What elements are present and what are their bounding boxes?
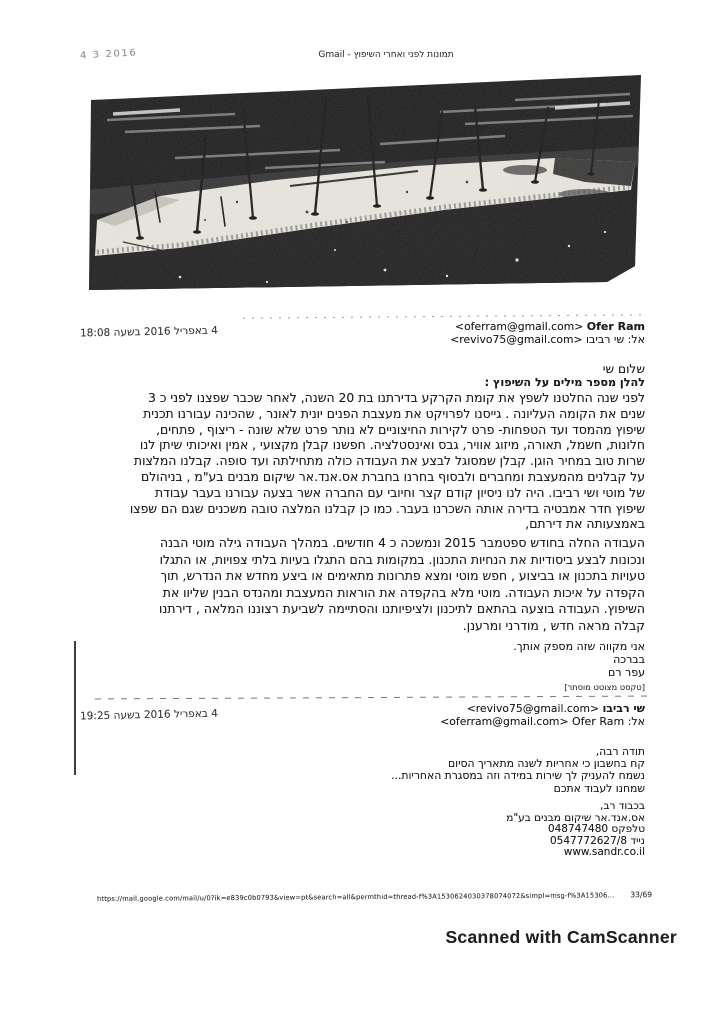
separator-dashed bbox=[95, 696, 652, 700]
body-line: שנים את הקומה העליונה . גייסנו לפרויקט את מעצבת הפנים יונית לאונר , שהכינה עבורנו תכנית bbox=[143, 405, 645, 421]
photo-grain-overlay bbox=[85, 70, 645, 295]
email2-to-line bbox=[440, 715, 645, 729]
email1-from-line bbox=[455, 320, 645, 334]
email1-paragraph1 bbox=[130, 390, 645, 532]
closing-line: בברכה bbox=[613, 653, 645, 667]
email2-from-name: שי רביבו bbox=[602, 702, 645, 715]
body-line: חלונות, חשמל, תאורה, מיזוג אוויר, גבס ואינסטלציה. חפשנו קבלן מקצועי , אמין ואיכותי שיתן לנו bbox=[139, 437, 645, 453]
signature-line: בכבוד רב, bbox=[600, 800, 645, 812]
body-line: קח בחשבון כי אחריות לשנה מתאריך הסיום bbox=[447, 757, 645, 771]
body-line: על קבלנים מהמעצבת ומחברים ולבסוף בחרנו בחברת אס.אנד.אר שיקום מבנים בע"מ , בניהולם bbox=[140, 468, 645, 484]
email2-to-label: אל: bbox=[627, 715, 645, 728]
footer-url: https://mail.google.com/mail/u/0?ik=e839c0b0793&view=pt&search=all&permthid=thread-f%3A1530624030378074072&simpl=msg-f%3A15306... bbox=[96, 891, 615, 903]
signature-telefax: טלפקס 048747480 bbox=[547, 823, 645, 835]
construction-photo bbox=[85, 70, 645, 295]
signature-mobile: נייד 0547772627/8 bbox=[549, 834, 645, 847]
body-line: הקפדה על איכות העבודה. מוטי מלא בהקפדה את הוראות המעצבת ומהנדס הבנין שליוו את bbox=[162, 584, 645, 600]
email1-to-line bbox=[450, 333, 645, 347]
email1-from-name: Ofer Ram bbox=[586, 320, 645, 333]
closing-line: אני מקווה שזה מספק אותך. bbox=[513, 640, 645, 653]
email2-signature bbox=[506, 801, 645, 859]
document-title: תמונות לפני ואחרי השיפוץ - Gmail bbox=[318, 50, 454, 60]
body-line: שרות טוב במחיר הוגן. קבלן שמסוגל לבצע את העבודה כולה מתחילתה ועד סופה. קבלנו המלצות bbox=[133, 453, 645, 469]
email2-from-line bbox=[467, 702, 645, 716]
body-line: השיפוץ. העבודה בוצעה בהתאם לתיכנון ולציפיותנו והסתיימה לשביעת רצוננו המלאה , דירתנו bbox=[159, 601, 645, 617]
email1-closing bbox=[513, 640, 645, 694]
email1-from-address: <oferram@gmail.com> bbox=[455, 320, 584, 333]
date-stamp-corner: 4 3 2016 bbox=[79, 47, 138, 62]
body-line: שיפוץ חדר אמבטיה בדירה אותה השכרנו בעבר. כמו כן קבלנו המלצה טובה משכנים שגם הם שפצו bbox=[129, 500, 645, 516]
quoted-text-hidden-note: [טקסט מצוטט מוסתר] bbox=[564, 681, 645, 692]
body-line: לפני שנה החלטנו לשפץ את קומת הקרקע בדירתנו בת 20 השנה, לאחר שכבר שפצנו לפני כ 3 bbox=[148, 390, 645, 405]
signature-name: עפר רם bbox=[608, 666, 645, 680]
body-line: שיפוץ מהמסד ועד הטפחות- פרט לקירות החיצוניים לא נותר פרט שלא שונה - ריצוף , פתחים, bbox=[156, 421, 645, 437]
print-footer bbox=[97, 890, 652, 903]
body-line: באמצעותה את דירתם, bbox=[525, 516, 645, 532]
email1-greeting: שלום שי bbox=[602, 362, 645, 376]
signature-website: www.sandr.co.il bbox=[563, 846, 645, 858]
body-line: תודה רבה, bbox=[595, 745, 645, 758]
email2-to-address: <oferram@gmail.com> bbox=[440, 715, 569, 728]
email1-to-label: אל: שי רביבו bbox=[586, 333, 645, 346]
signature-company: אס.אנד.אר שיקום מבנים בע"מ bbox=[506, 811, 645, 824]
body-line: קבלה מראה חדש , מודרני ומרענן. bbox=[462, 617, 645, 633]
body-line: העבודה החלה בחודש ספטמבר 2015 ונמשכה כ 4 חודשים. במהלך העבודה גילה מוטי הבנה bbox=[159, 535, 645, 550]
separator-dotted bbox=[243, 314, 645, 319]
scan-artifact-line bbox=[74, 641, 76, 775]
email1-date: 4 באפריל 2016 בשעה 18:08 bbox=[79, 324, 219, 340]
body-line: שמחנו לעבוד אתכם bbox=[553, 781, 645, 795]
body-line: טעויות בתכנון או בביצוע , חפש מוטי ומצא פתרונות מתאימים או ביצע מחדש את הנדרש, תוך bbox=[160, 568, 645, 584]
email1-paragraph2 bbox=[159, 535, 645, 635]
camscanner-watermark: Scanned with CamScanner bbox=[445, 927, 677, 947]
footer-page-number: 33/69 bbox=[630, 890, 653, 900]
email2-date: 4 באפריל 2016 בשעה 19:25 bbox=[79, 707, 219, 723]
email1-to-address: <revivo75@gmail.com> bbox=[450, 333, 583, 346]
body-line: נשמח להעניק לך שירות במידה וזה במסגרת האחריות... bbox=[391, 769, 645, 783]
email2-from-address: <revivo75@gmail.com> bbox=[466, 702, 600, 715]
email1-intro-line: להלן מספר מילים על השיפוץ : bbox=[484, 376, 645, 389]
body-line: ונכונות לבצע ביסודיות את הנחיות התכנון. במקומות בהם התגלו בעיות בלתי צפויות, או התגלו bbox=[159, 551, 645, 567]
body-line: של מוטי ושי רביבו. היה לנו ניסיון קודם קצר וחיובי עם החברה אשר בצעה עבורנו בעבר עבודת bbox=[155, 484, 645, 500]
email2-to-name: Ofer Ram bbox=[572, 715, 625, 728]
email2-body bbox=[391, 746, 645, 795]
